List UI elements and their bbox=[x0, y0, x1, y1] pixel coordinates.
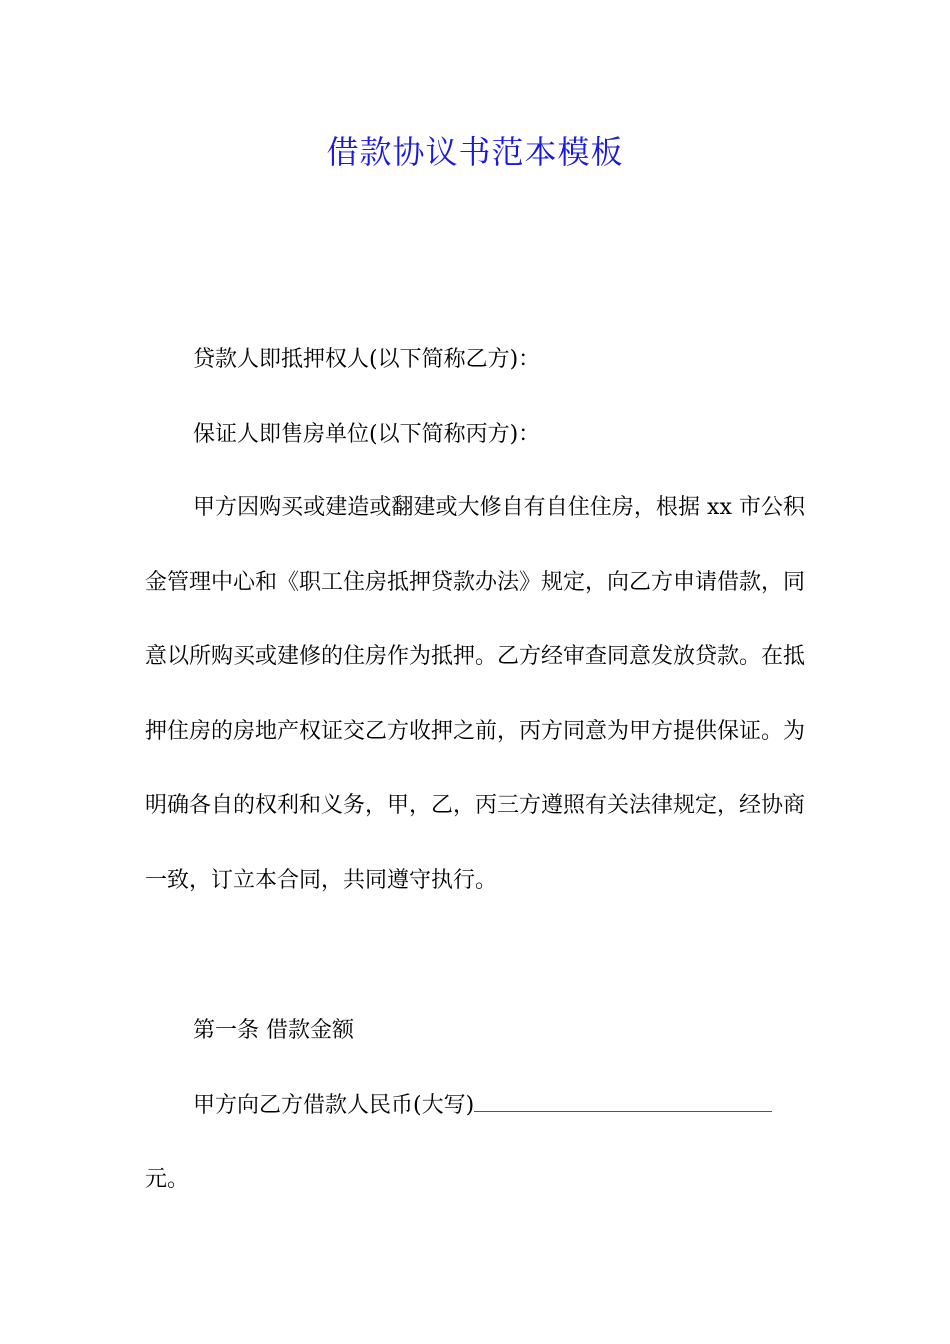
lender-line: 贷款人即抵押权人(以下简称乙方)： bbox=[193, 347, 541, 372]
article-1-text: 甲方向乙方借款人民币(大写) bbox=[193, 1093, 475, 1118]
amount-blank-field bbox=[474, 1087, 772, 1112]
intro-paragraph: 甲方因购买或建造或翻建或大修自有自住住房，根据 xx 市公积金管理中心和《职工住房抵押贷款办法》规定，向乙方申请借款，同意以所购买或建修的住房作为抵押。乙方经审查同意发放贷款。在抵押住房的房地产权证交乙方收押之前，丙方同意为甲方提供保证。为明确各自的权利和义务，甲，乙，丙三方遵照有关法律规定，经协商一致，订立本合同，共同遵守执行。 bbox=[145, 495, 806, 893]
intro-paragraph-block bbox=[145, 471, 805, 918]
guarantor-line: 保证人即售房单位(以下简称丙方)： bbox=[193, 422, 541, 447]
article-1-heading: 第一条 借款金额 bbox=[193, 1018, 354, 1043]
article-1-line bbox=[145, 1086, 825, 1126]
document-title: 借款协议书范本模板 bbox=[326, 133, 624, 171]
article-1-unit: 元。 bbox=[145, 1167, 190, 1192]
